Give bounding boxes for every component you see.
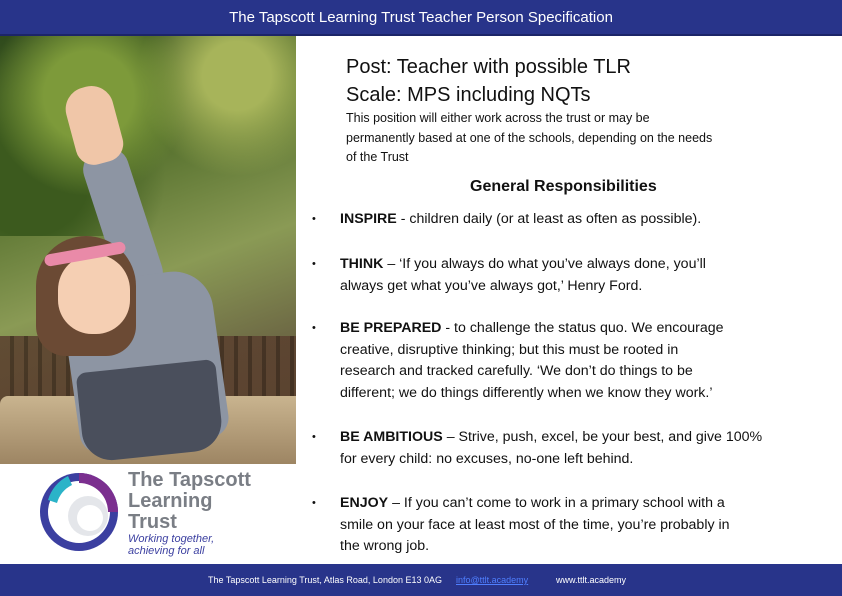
bullet-icon: •: [312, 431, 316, 443]
hero-photo: [0, 36, 296, 464]
list-item-line: the wrong job.: [340, 538, 430, 555]
header-bar: [0, 0, 842, 36]
list-item-line: creative, disruptive thinking; but this must be rooted in: [340, 341, 679, 358]
logo-title-line: The Tapscott: [128, 469, 251, 491]
list-item-key: INSPIRE: [340, 211, 397, 227]
list-item-line: research and tracked carefully. ‘We don’t do things to be: [340, 363, 693, 380]
post-details: [346, 53, 631, 109]
logo-title-line: Learning: [128, 490, 213, 512]
scale-line: Scale: MPS including NQTs: [346, 84, 591, 106]
footer-website: www.ttlt.academy: [556, 575, 627, 585]
list-item-line: - to challenge the status quo. We encourage: [445, 320, 724, 336]
intro-line: This position will either work across the trust or may be: [346, 111, 650, 125]
footer-bar: [0, 564, 842, 596]
logo-title-line: Trust: [128, 511, 177, 533]
list-item-text: [340, 427, 830, 470]
intro-paragraph: [346, 109, 786, 168]
list-item-line: – ‘If you always do what you’ve always done, you’ll: [387, 256, 706, 272]
post-suffix: with possible TLR: [467, 56, 631, 78]
list-item-line: different; we do things differently when we know they work.’: [340, 385, 713, 402]
list-item-line: always get what you’ve always got,’ Henry Ford.: [340, 277, 643, 294]
list-item-line: – If you can’t come to work in a primary school with a: [392, 495, 725, 511]
list-item-key: THINK: [340, 256, 384, 272]
intro-line: of the Trust: [346, 150, 409, 164]
logo-title: [128, 470, 288, 533]
list-item-text: [340, 254, 830, 297]
list-item-key: ENJOY: [340, 495, 389, 511]
list-item-text: [340, 209, 830, 231]
list-item-line: - children daily (or at least as often as possible).: [400, 211, 702, 227]
list-item-line: for every child: no excuses, no-one left behind.: [340, 450, 634, 467]
list-item-key: BE AMBITIOUS: [340, 429, 443, 445]
list-item-text: [340, 493, 830, 558]
logo-tagline: [128, 533, 268, 557]
post-label: Post:: [346, 56, 397, 78]
intro-line: permanently based at one of the schools, depending on the needs: [346, 130, 713, 145]
bullet-icon: •: [312, 213, 316, 225]
list-item-text: [340, 318, 830, 405]
trust-logo-icon: [38, 470, 120, 554]
photo-foliage: [0, 36, 296, 236]
bullet-icon: •: [312, 497, 316, 509]
footer-address: The Tapscott Learning Trust, Atlas Road, London E13 0AG: [208, 575, 442, 585]
list-item-line: smile on your face at least most of the time, you’re probably in: [340, 516, 730, 533]
list-item-line: – Strive, push, excel, be your best, and give 100%: [446, 429, 763, 445]
photo-girl-skirt: [76, 359, 225, 463]
post-value: Teacher: [396, 56, 468, 78]
list-item-key: BE PREPARED: [340, 320, 442, 336]
logo-tagline-line: achieving for all: [128, 545, 205, 557]
photo-girl-face: [58, 254, 130, 334]
responsibilities-heading: General Responsibilities: [470, 178, 657, 195]
page-title: The Tapscott Learning Trust Teacher Person Specification: [229, 9, 613, 26]
logo-tagline-line: Working together,: [128, 533, 215, 545]
post-line: [346, 53, 631, 81]
footer-email-link[interactable]: info@ttlt.academy: [456, 575, 529, 585]
bullet-icon: •: [312, 258, 316, 270]
bullet-icon: •: [312, 322, 316, 334]
